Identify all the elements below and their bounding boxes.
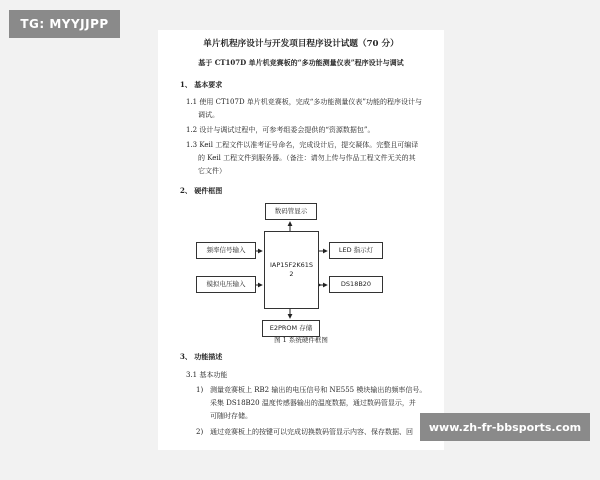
item-1-3-line2: 的 Keil 工程文件到服务器。（备注：请勿上传与作品工程文件无关的其 bbox=[198, 154, 416, 162]
diagram-box-e2prom: E2PROM 存储 bbox=[262, 320, 320, 337]
section-heading-function: 3、 功能描述 bbox=[180, 352, 223, 361]
item-1-2: 1.2 设计与调试过程中，可参考组委会提供的“资源数据包”。 bbox=[186, 126, 375, 134]
item-3-1-1-number: 1) bbox=[196, 386, 204, 394]
section-heading-hardware: 2、 硬件框图 bbox=[180, 186, 223, 195]
item-3-1-2-number: 2) bbox=[196, 428, 204, 436]
item-3-1-2-line1: 通过竞赛板上的按键可以完成切换数码管显示内容、保存数据、回 bbox=[210, 428, 413, 436]
item-1-1-line1: 1.1 使用 CT107D 单片机竞赛板，完成“多功能测量仪表”功能的程序设计与 bbox=[186, 98, 422, 106]
figure-caption: 图 1 系统硬件框图 bbox=[274, 336, 328, 344]
diagram-box-ds18b20: DS18B20 bbox=[329, 276, 383, 293]
item-3-1-1-line1: 测量竞赛板上 RB2 输出的电压信号和 NE555 模块输出的频率信号。 bbox=[210, 386, 427, 394]
item-1-1-line2: 调试。 bbox=[198, 111, 219, 119]
item-1-3-line1: 1.3 Keil 工程文件以准考证号命名，完成设计后，提交凝体。完整且可编译 bbox=[186, 141, 419, 149]
watermark-tag: TG: MYYJJPP bbox=[9, 10, 120, 38]
diagram-box-mcu: IAP15F2K61S2 bbox=[264, 231, 319, 309]
item-3-1-1-line3: 可随时存储。 bbox=[210, 412, 252, 420]
item-3-1: 3.1 基本功能 bbox=[186, 371, 228, 379]
diagram-box-led: LED 指示灯 bbox=[329, 242, 383, 259]
exam-page bbox=[158, 30, 444, 450]
diagram-box-frequency-input: 频率信号输入 bbox=[196, 242, 256, 259]
page-subtitle: 基于 CT107D 单片机竞赛板的“多功能测量仪表”程序设计与调试 bbox=[198, 58, 404, 67]
item-1-3-line3: 它文件） bbox=[198, 167, 226, 175]
diagram-box-display: 数码管显示 bbox=[265, 203, 317, 220]
section-heading-basic: 1、 基本要求 bbox=[180, 80, 223, 89]
diagram-box-voltage-input: 模拟电压输入 bbox=[196, 276, 256, 293]
item-3-1-1-line2: 采集 DS18B20 温度传感器输出的温度数据，通过数码管显示，并 bbox=[210, 399, 416, 407]
watermark-site-url: www.zh-fr-bbsports.com bbox=[420, 413, 590, 441]
page-title: 单片机程序设计与开发项目程序设计试题（70 分） bbox=[203, 39, 399, 49]
